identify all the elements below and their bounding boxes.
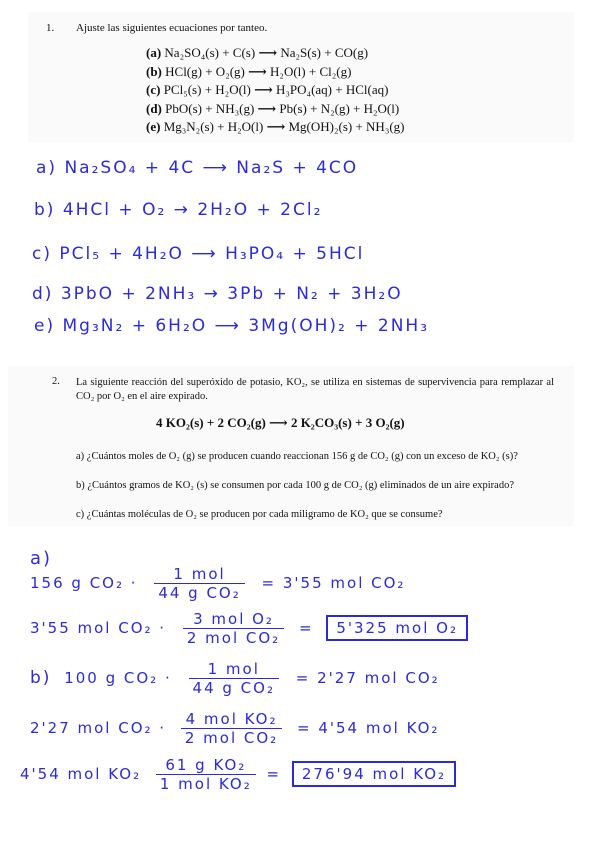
work-a-label: a) (30, 548, 53, 569)
question-2-number: 2. (52, 376, 60, 387)
equation-d: (d) PbO(s) + NH₃(g) ⟶ Pb(s) + N₂(g) + H₂O(l) (146, 100, 400, 116)
answer-d: d) 3PbO + 2NH₃ → 3Pb + N₂ + 3H₂O (32, 284, 403, 304)
fraction: $\frac{\text{3 mol O₂}}{\text{2 mol CO₂}}$ (183, 610, 284, 647)
fraction: $\frac{\text{4 mol KO₂}}{\text{2 mol CO₂}}$ (181, 710, 282, 747)
work-b-line1: b) 100 g CO₂ · $\frac{\text{1 mol}}{\text{44 g CO₂}}$ = 2'27 mol CO₂ (30, 660, 440, 697)
sub-question-a: a) ¿Cuántos moles de O₂ (g) se producen cuando reaccionan 156 g de CO₂ (g) con un exceso de KO₂ (s)? (76, 451, 518, 462)
equation-e: (e) Mg₃N₂(s) + H₂O(l) ⟶ Mg(OH)₂(s) + NH₃(g) (146, 119, 405, 134)
answer-box-a: 5'325 mol O₂ (326, 615, 468, 641)
equation-a: (a) Na₂SO₄(s) + C(s) ⟶ Na₂S(s) + CO(g) (146, 45, 369, 60)
equation-c: (c) PCl₅(s) + H₂O(l) ⟶ H₃PO₄(aq) + HCl(aq) (146, 82, 389, 97)
work-b-line2: 2'27 mol CO₂ · $\frac{\text{4 mol KO₂}}{\text{2 mol CO₂}}$ = 4'54 mol KO₂ (30, 710, 440, 747)
equation-b: (b) HCl(g) + O₂(g) ⟶ H₂O(l) + Cl₂(g) (146, 63, 352, 79)
answer-c: c) PCl₅ + 4H₂O ⟶ H₃PO₄ + 5HCl (32, 244, 365, 264)
answer-a: a) Na₂SO₄ + 4C ⟶ Na₂S + 4CO (36, 158, 359, 178)
question-1-number: 1. (46, 22, 55, 34)
work-b-line3: 4'54 mol KO₂ $\frac{\text{61 g KO₂}}{\text{1 mol KO₂}}$ = 276'94 mol KO₂ (20, 756, 456, 793)
main-reaction: 4 KO₂(s) + 2 CO₂(g) ⟶ 2 K₂CO₃(s) + 3 O₂(g) (156, 415, 405, 430)
sub-question-b: b) ¿Cuántos gramos de KO₂ (s) se consumen por cada 100 g de CO₂ (g) eliminados de un aire expirado? (76, 480, 514, 491)
sub-question-c: c) ¿Cuántas moléculas de O₂ se producen por cada miligramo de KO₂ que se consume? (76, 509, 443, 520)
equation-list (146, 44, 405, 137)
question-1-prompt: Ajuste las siguientes ecuaciones por tanteo. (76, 22, 268, 34)
question-2-prompt: La siguiente reacción del superóxido de potasio, KO₂, se utiliza en sistemas de supervivencia para remplazar al CO₂ por O₂ en el aire expirado. (76, 377, 554, 402)
fraction: $\frac{\text{61 g KO₂}}{\text{1 mol KO₂}}$ (156, 756, 256, 793)
answer-e: e) Mg₃N₂ + 6H₂O ⟶ 3Mg(OH)₂ + 2NH₃ (34, 316, 430, 336)
answer-box-b: 276'94 mol KO₂ (292, 761, 456, 787)
work-a-line2: 3'55 mol CO₂ · $\frac{\text{3 mol O₂}}{\text{2 mol CO₂}}$ = 5'325 mol O₂ (30, 610, 468, 647)
fraction: $\frac{\text{1 mol}}{\text{44 g CO₂}}$ (189, 660, 279, 697)
fraction: $\frac{\text{1 mol}}{\text{44 g CO₂}}$ (154, 565, 244, 602)
work-a-line1: 156 g CO₂ · $\frac{\text{1 mol}}{\text{44 g CO₂}}$ = 3'55 mol CO₂ (30, 565, 406, 602)
answer-b: b) 4HCl + O₂ → 2H₂O + 2Cl₂ (34, 200, 323, 220)
